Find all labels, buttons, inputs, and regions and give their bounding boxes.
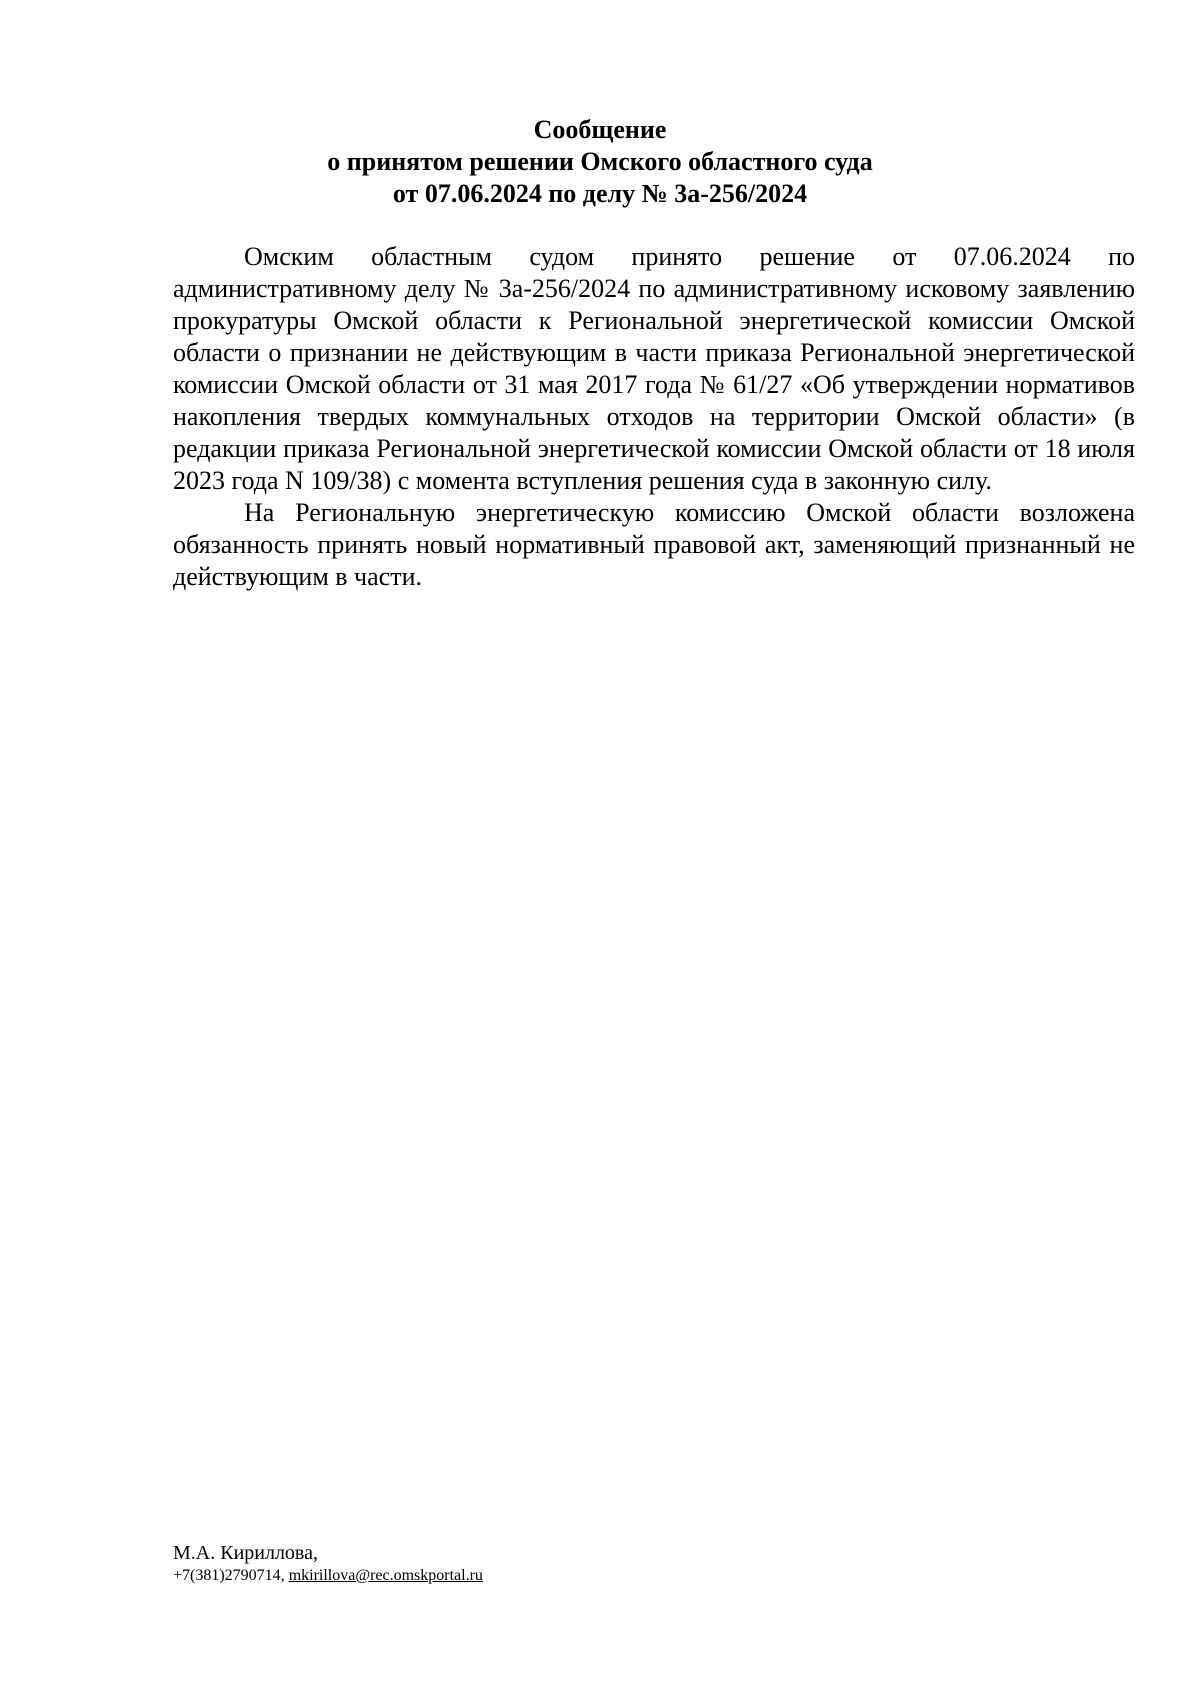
heading-subtitle: о принятом решении Омского областного суда: [327, 147, 873, 176]
signature-block: [173, 1540, 873, 1586]
obligation-paragraph: На Региональную энергетическую комиссию Омской области возложена обязанность принять новый нормативный правовой акт, заменяющий признанный не действующим в части.: [173, 498, 1135, 591]
heading-title: Сообщение: [533, 115, 667, 144]
document-heading: [160, 114, 1040, 210]
heading-case-reference: от 07.06.2024 по делу № 3а-256/2024: [392, 179, 808, 208]
document-body: [173, 241, 1135, 593]
decision-paragraph: Омским областным судом принято решение от 07.06.2024 по административному делу № 3а-256/2024 по административному исковому заявлению прокуратуры Омской области к Региональной энергетической комиссии Омской области о признании не действующим в части приказа Региональной энергетической комиссии Омской области от 31 мая 2017 года № 61/27 «Об утверждении нормативов накопления твердых коммунальных отходов на территории Омской области» (в редакции приказа Региональной энергетической комиссии Омской области от 18 июля 2023 года N 109/38) с момента вступления решения суда в законную силу.: [173, 242, 1135, 495]
signatory-name: М.А. Кириллова,: [173, 1542, 318, 1564]
contact-phone: +7(381)2790714,: [173, 1567, 289, 1584]
contact-email-link[interactable]: mkirillova@rec.omskportal.ru: [288, 1567, 483, 1584]
contact-line: [173, 1566, 873, 1586]
